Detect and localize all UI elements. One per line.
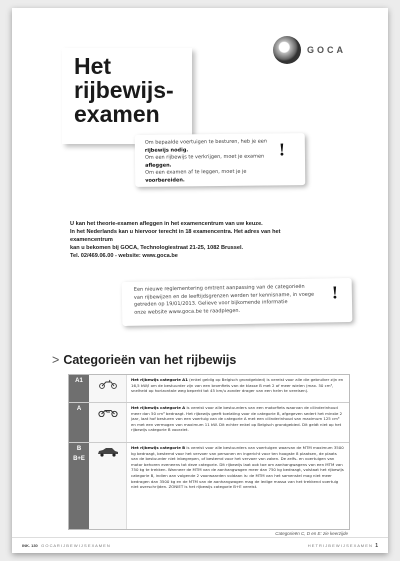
category-heading: Het rijbewijs categorie A1 (131, 377, 188, 382)
category-description (127, 375, 349, 402)
section-heading (52, 353, 236, 367)
category-code: A1 (69, 375, 89, 402)
categories-table (68, 374, 350, 530)
info-line: U kan het theorie-examen afleggen in het examencentrum van uw keuze. (70, 221, 263, 227)
goca-logo (273, 36, 346, 64)
category-text: (enkel geldig op Belgisch grondgebied) is vereist voor alle die gebruiker zijn en 16,5 kW/l om de bestuurder zijn van een bromfiets van de klasse B met 2 of meer wielen (max. 50 cm³, snelheid op horizontale weg beperkt tot 45 km/u zonder drager van een helm te vereisen). (131, 377, 344, 394)
footer-left (22, 543, 110, 548)
title-line: rijbewijs- (74, 77, 174, 103)
moped-icon (89, 375, 127, 402)
goca-logo-icon (273, 36, 301, 64)
category-heading: Het rijbewijs categorie A (131, 405, 186, 410)
table-caption: Categorieën C, D en E: zie keerzijde (275, 531, 348, 536)
category-text: is vereist voor alle bestuurders van voertuigen waarvan de MTM maximum 3500 kg bedraagt, bestemd voor het vervoer van personen en ingericht voor ten hoogste 8 plaatsen, de plaats van de bestuurder niet inbegrepen, of bestemd voor het vervoer van zaken. De zelfs- en voertuigen van motor behoren eveneens tot deze categorie. Dit rijbewijs laat ook toe om aanhangwagens van een MTM van 750 kg te trekken. Wanneer de MTM van de aanhangwagen meer dan 750 kg bedraagt, volstaat het rijbewijs categorie B, indien aan volgende 2 voorwaarden voldaan is: de MTM van het samenstel mag niet meer bedragen dan 3500 kg en de MTM van de aanhangwagen mag de ledige massa van het trekkend voertuig niet overschrijden. ZONIET is het rijbewijs categorie B+E vereist. (131, 445, 344, 490)
motorcycle-icon (89, 403, 127, 442)
category-description (127, 443, 349, 529)
exclamation-icon: ! (331, 282, 339, 303)
info-line: kan u bekomen bij GOCA, Technologiestraat 21-25, 1082 Brussel. (70, 245, 244, 251)
table-row (69, 443, 349, 529)
note-line: Om bepaalde voertuigen te besturen, heb je een (144, 138, 268, 146)
category-heading: Het rijbewijs categorie B (131, 445, 186, 450)
info-line: In het Nederlands kan u hiervoor terecht in 18 examencentra. Het adres van het examencentrum (70, 229, 281, 243)
regulation-note (122, 278, 353, 326)
category-code: A (69, 403, 89, 442)
intro-note-text (145, 138, 270, 184)
info-line: Tel. 02/469.06.00 - website: www.goca.be (70, 253, 178, 259)
category-code (69, 443, 89, 529)
note-line: Een nieuwe reglementering omtrent aanpassing van de categorieën (133, 283, 305, 293)
category-text: is vereist voor alle bestuurders van een motorfiets waarvan de cilinderinhoud meer dan 50 cm³ bedraagt. Het rijbewijs geeft toelating voor de categorie B, afgegeven sedert het minste 2 jaar, laat hof besturen van een voertuig van de categorie A met een cilinderinhoud van maximum 125 cm³ en met een vermogen van maximum 11 kW. Dit echter enkel op Belgisch grondgebied. Dit geldt niet op het rijbewijs categorie B voorziet. (131, 405, 343, 433)
table-row (69, 375, 349, 403)
note-line: Om een rijbewijs te verkrijgen, moet je examen (144, 153, 265, 161)
category-description (127, 403, 349, 442)
category-code-be: B+E (73, 456, 85, 462)
footer-right (308, 543, 378, 549)
table-row (69, 403, 349, 443)
section-title-text: Categorieën van het rijbewijs (63, 353, 237, 367)
footer-right-text: H E T R I J B E W I J S E X A M E N (307, 542, 372, 548)
note-line: van rijbewijzen en de leeftijdsgrenzen werden ter kennisname, in voege (133, 291, 315, 301)
chevron-right-icon: > (52, 353, 60, 367)
note-line: voorbereiden. (145, 176, 185, 184)
title-line: examen (74, 101, 160, 127)
title-line: Het (74, 53, 112, 79)
page-footer (12, 537, 388, 553)
note-line: rijbewijs nodig. (144, 146, 189, 154)
regulation-note-text (134, 284, 319, 317)
note-line: onze website www.goca.be te raadplegen. (134, 307, 241, 316)
logo-text: GOCA (307, 45, 346, 55)
footer-left-text: G O C A R I J B E W I J S E X A M E N (41, 543, 110, 548)
footer-page-number: 1 (375, 542, 378, 549)
footer-page-code: INK. 130 (22, 543, 38, 548)
page-title (74, 54, 174, 126)
category-code-b: B (76, 446, 82, 452)
document-page (12, 8, 388, 553)
note-line: getreden op 19/01/2013. Gelieve voor bijkomende informatie (133, 299, 288, 308)
note-line: afleggen. (145, 162, 172, 169)
exclamation-icon: ! (278, 139, 285, 160)
exam-center-info (70, 220, 320, 260)
intro-note (135, 133, 306, 187)
car-icon (89, 443, 127, 529)
title-block (62, 48, 197, 148)
note-line: Om een examen af te leggen, moet je je (145, 168, 247, 176)
